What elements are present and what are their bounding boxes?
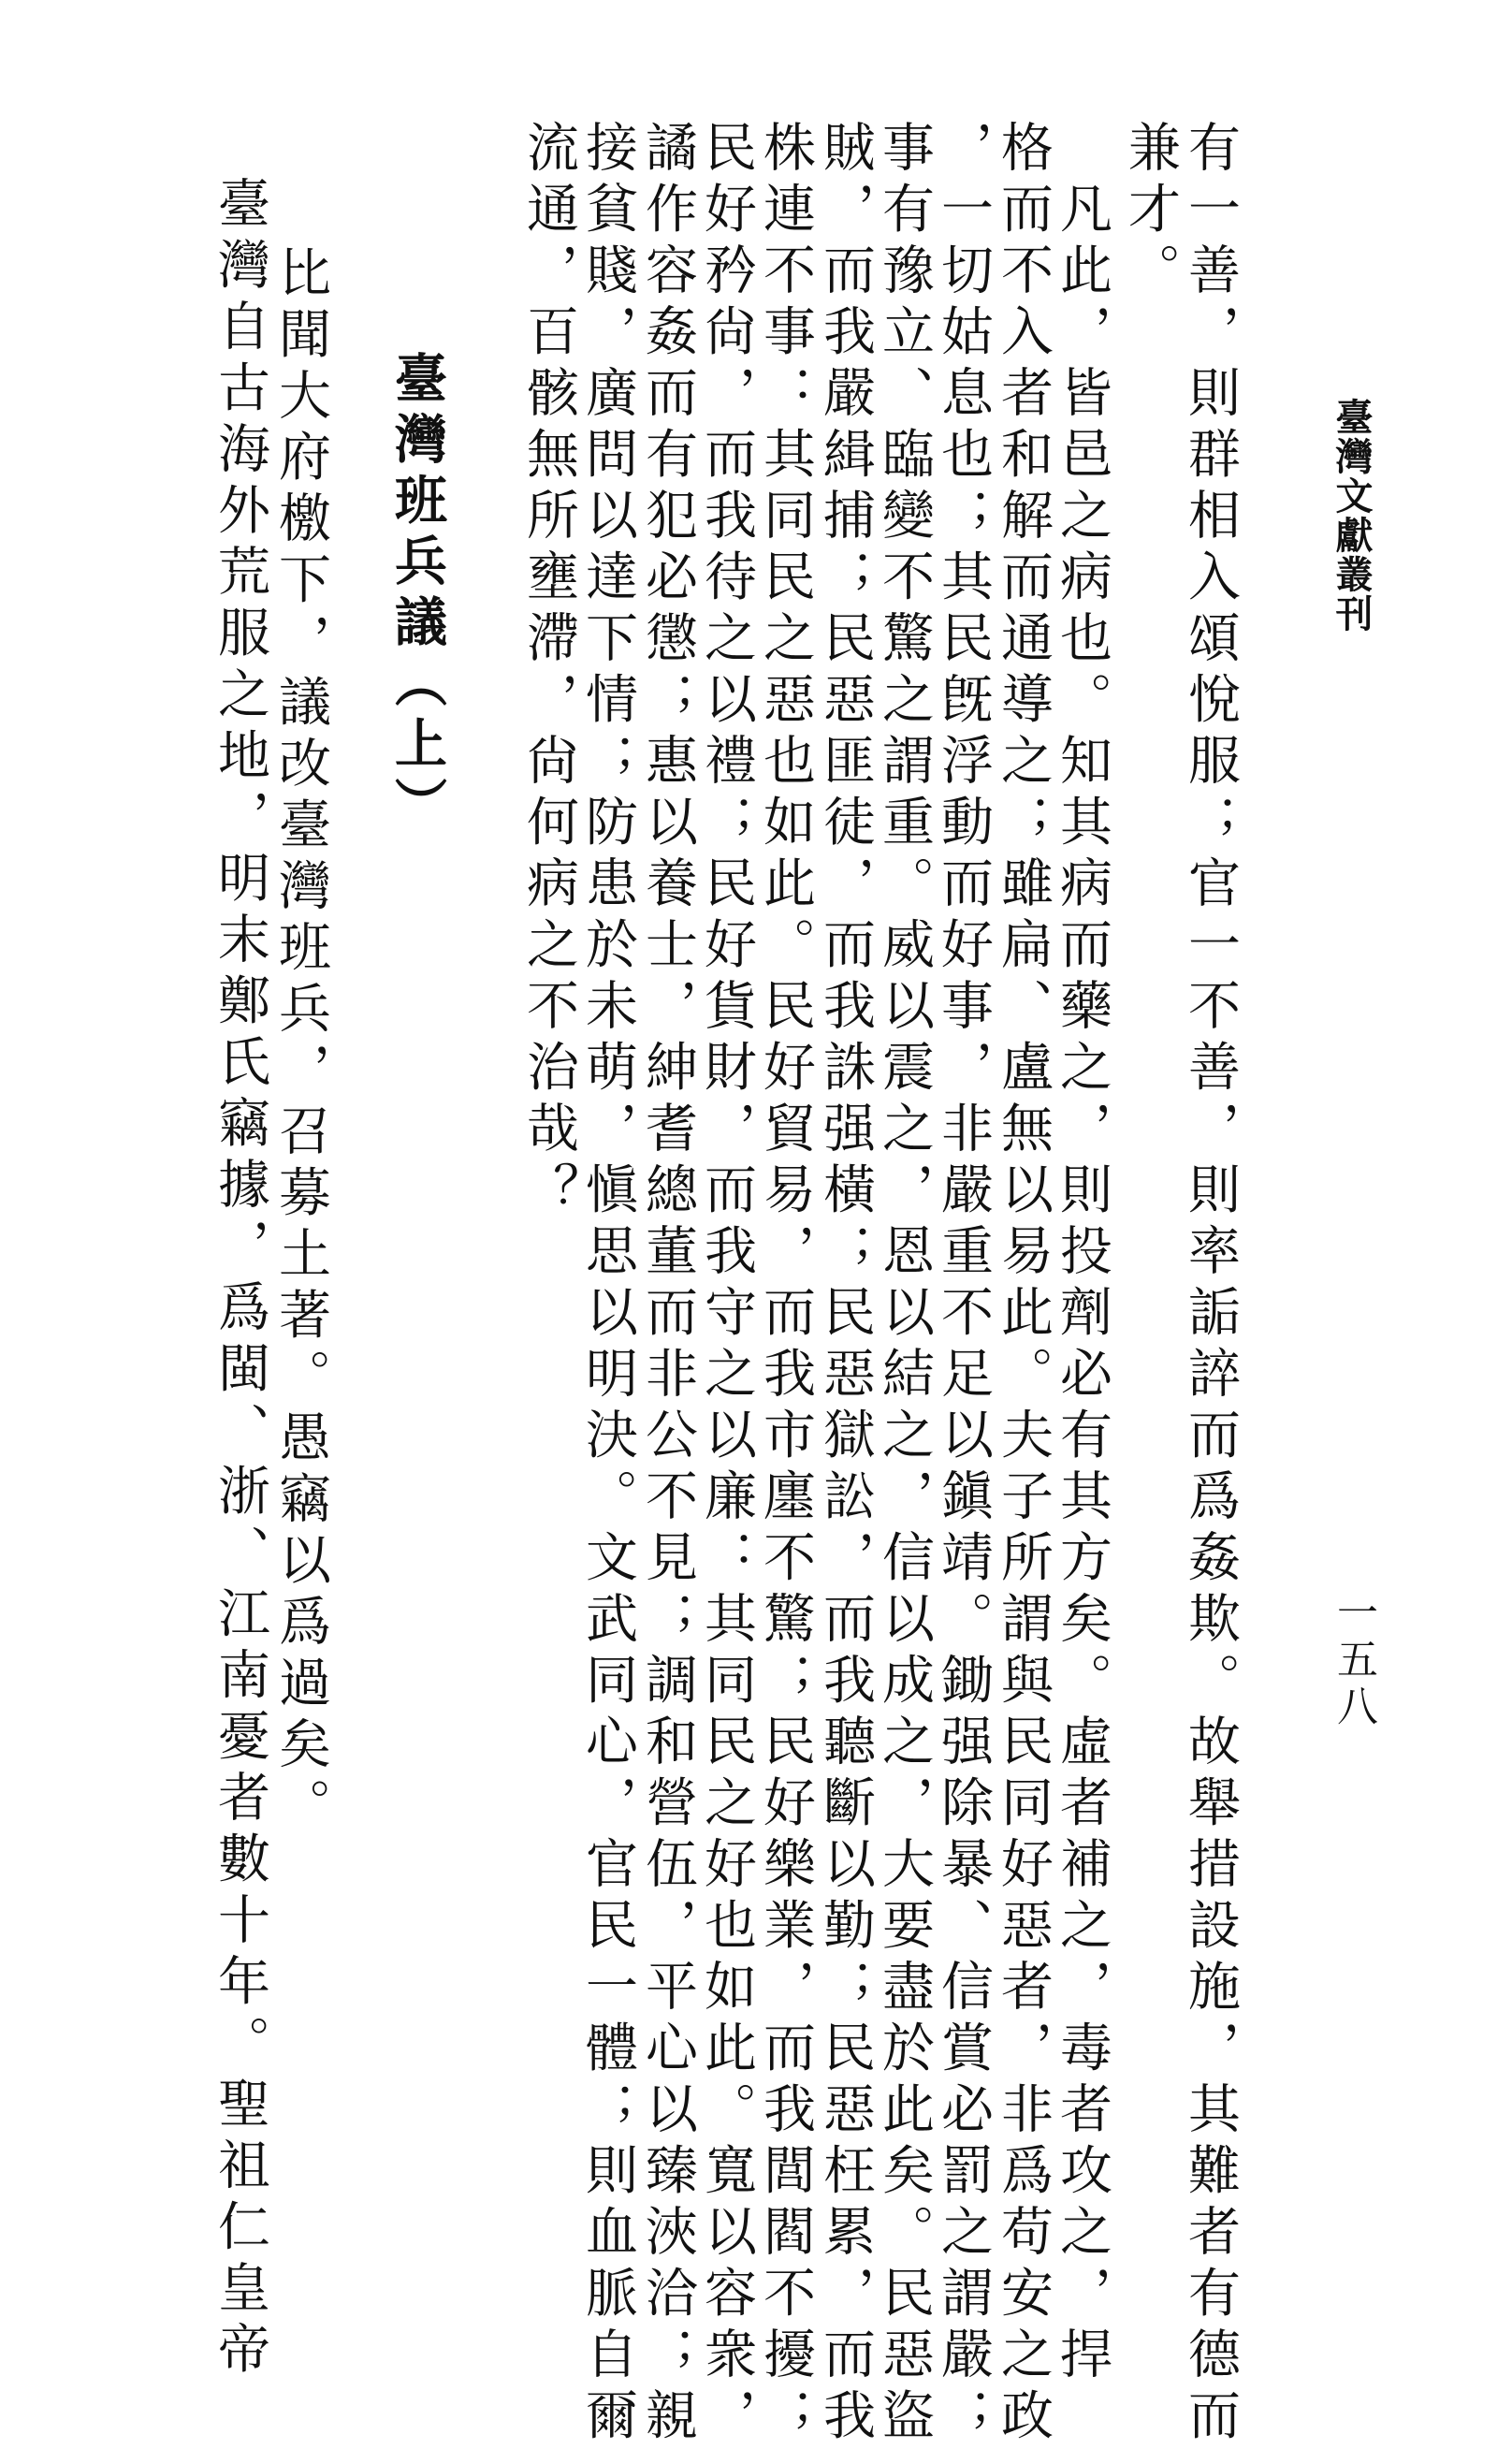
text-column-8: 株連不事：其同民之惡也如此。民好貿易，而我市廛不驚；民好樂業，而我閭閻不擾； (755, 120, 816, 2449)
text-column-6: 事有豫立、臨變不驚之謂重。威以震之，恩以結之，信以成之，大要盡於此矣。民惡盜 (874, 120, 935, 2449)
text-column-13: 比聞大府檄下，議改臺灣班兵，召募土著。愚竊以爲過矣。 (270, 245, 331, 1839)
text-column-7: 賊，而我嚴緝捕；民惡匪徒，而我誅强橫；民惡獄訟，而我聽斷以勤；民惡枉累，而我 (815, 120, 876, 2449)
text-column-4: 格而不入者和解而通導之；雖扁、盧無以易此。夫子所謂與民同好惡者，非爲苟安之政 (993, 120, 1054, 2449)
text-column-1: 有一善，則群相入頌悅服；官一不善，則率詬誶而爲姦欺。故舉措設施，其難者有德而 (1180, 120, 1241, 2449)
text-column-5: ，一切姑息也；其民旣浮動而好事，非嚴重不足以鎭靖。鋤强除暴、信賞必罰之謂嚴； (933, 120, 994, 2449)
text-column-10: 譎作容姦而有犯必懲；惠以養士，紳耆總董而非公不見；調和營伍，平心以臻浹洽；親 (637, 120, 698, 2449)
text-column-11: 接貧賤，廣問以達下情；防患於未萌，愼思以明決。文武同心，官民一體；則血脈自爾 (577, 120, 638, 2449)
text-column-14: 臺灣自古海外荒服之地，明末鄭氏竊據，爲閩、浙、江南憂者數十年。聖祖仁皇帝 (210, 176, 270, 2383)
text-column-2: 兼才。 (1120, 120, 1181, 304)
text-column-3: 凡此，皆邑之病也。知其病而藥之，則投劑必有其方矣。虛者補之，毒者攻之，捍 (1052, 120, 1112, 2388)
section-heading: 臺灣班兵議（上） (386, 351, 448, 838)
running-title: 臺灣文獻叢刊 (1330, 398, 1374, 634)
text-column-9: 民好矜尙，而我待之以禮；民好貨財，而我守之以廉：其同民之好也如此。寬以容衆， (696, 120, 757, 2449)
text-column-12: 流通，百骸無所壅滯，尙何病之不治哉？ (518, 120, 579, 1223)
page-number: 一五八 (1330, 1591, 1377, 1731)
